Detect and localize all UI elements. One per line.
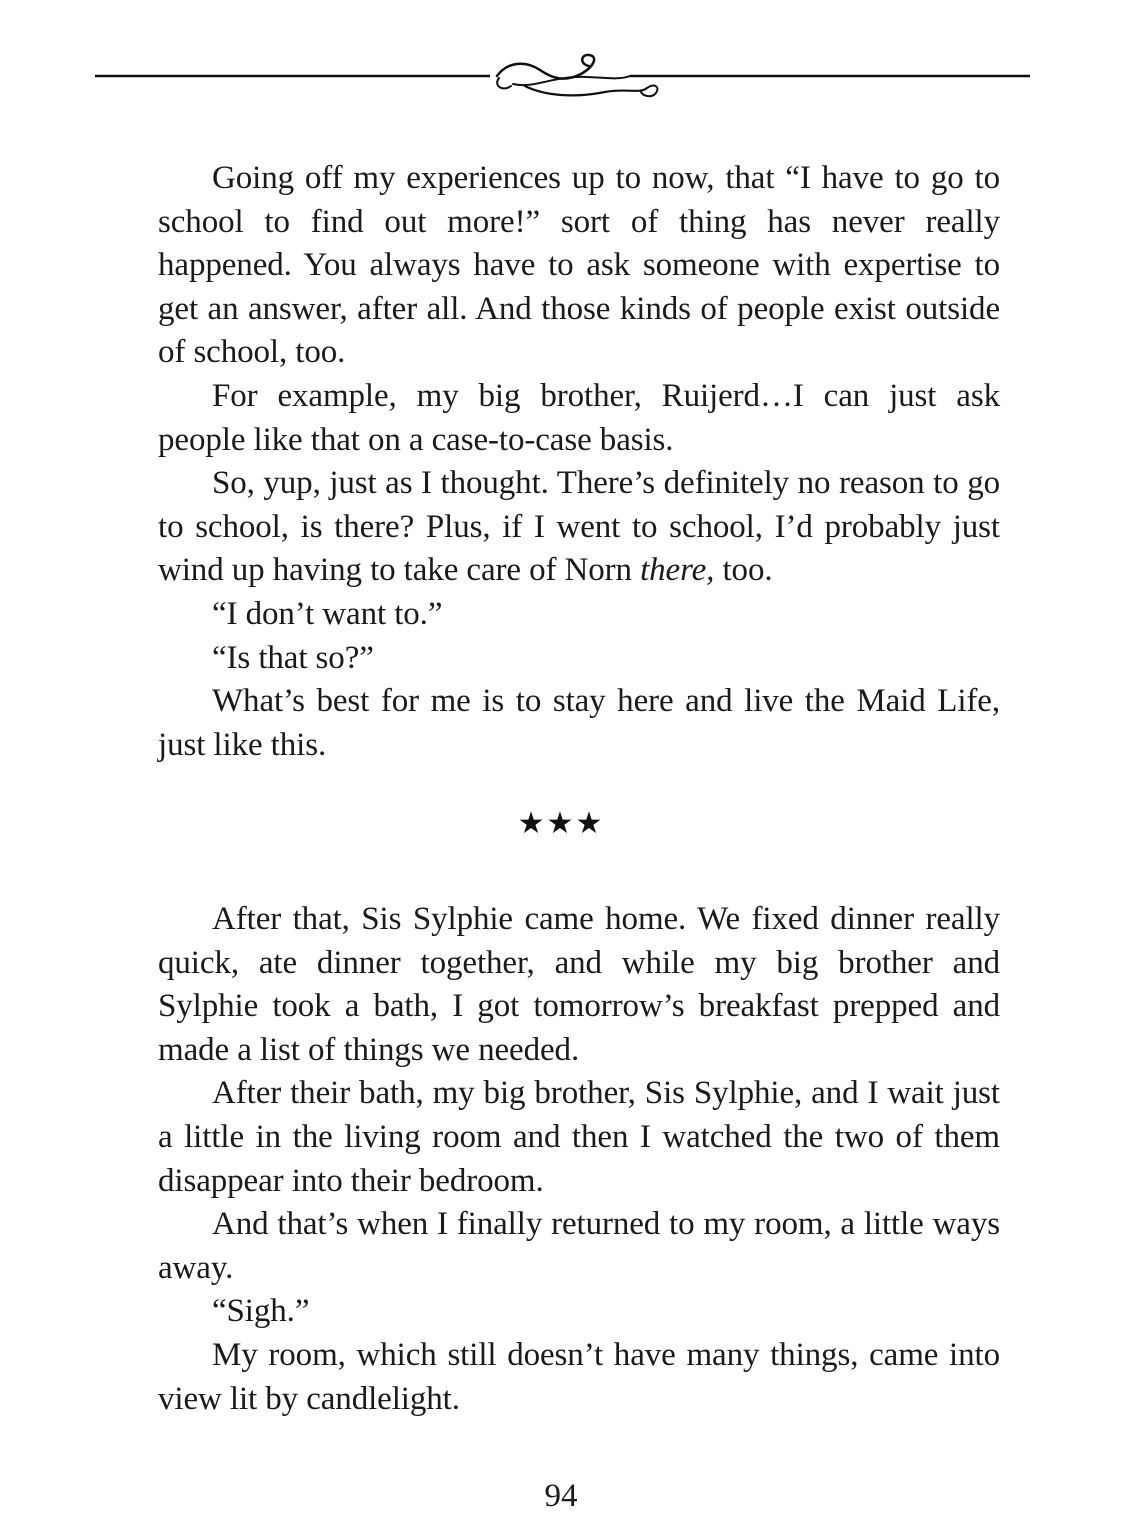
paragraph: “I don’t want to.” [212,595,443,632]
flourish-divider-icon [95,52,1030,102]
scene-break-stars: ★★★ [517,806,605,841]
paragraph: What’s best for me is to stay here and live the Maid Life, just like this. [158,683,1000,763]
paragraph: After that, Sis Sylphie came home. We fixed dinner really quick, ate dinner together, and while my big brother and Sylphie took a bath, I got tomorrow’s breakfast prepped and made a list of things we needed. [158,901,1000,1068]
paragraph: “Is that so?” [212,639,374,676]
paragraph: Going off my experiences up to now, that “I have to go to school to find out more!” sort of thing has never really happened. You always have to ask someone with expertise to get an answer, after all. And those kinds of people exist outside of school, too. [158,160,1000,371]
paragraph: For example, my big brother, Ruijerd…I can just ask people like that on a case-to-case basis. [158,377,1000,458]
paragraph: My room, which still doesn’t have many things, came into view lit by candlelight. [158,1336,1000,1417]
paragraph: And that’s when I finally returned to my room, a little ways away. [158,1206,1000,1286]
paragraph: “Sigh.” [212,1293,310,1330]
paragraph: So, yup, just as I thought. There’s definitely no reason to go to school, is there? Plus, if I went to school, I’d probably just wind up having to take care of Norn there, too. [158,465,1000,589]
page-number: 94 [544,1478,578,1514]
text-block-2 [158,898,1000,1421]
paragraph: After their bath, my big brother, Sis Sylphie, and I wait just a little in the living room and then I watched the two of them disappear into their bedroom. [158,1075,1000,1199]
text-block-1 [158,157,1000,767]
emphasis-text: there, [640,552,715,589]
